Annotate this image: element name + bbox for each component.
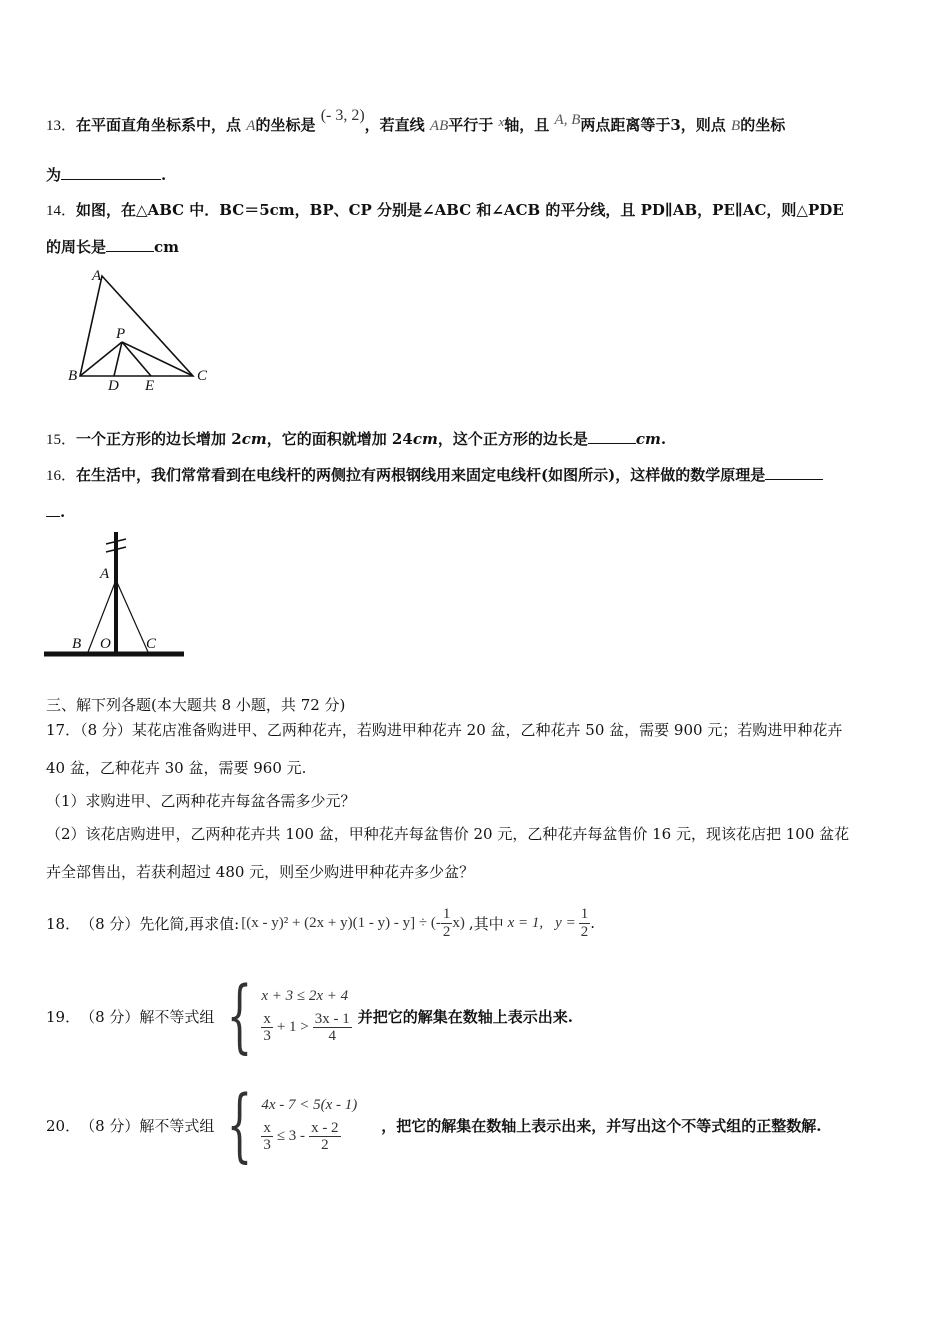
q14-answer-blank[interactable] [106, 237, 154, 252]
q15-answer-blank[interactable] [588, 429, 636, 444]
segment-pe [122, 342, 151, 376]
q16-number: 16． [46, 468, 77, 484]
q19-frac-rhs: $\frac{3x - 1}{4}$ [314, 1010, 350, 1044]
label-a: A [92, 268, 102, 284]
label-b: B [68, 368, 78, 384]
q18-y-frac: $\frac{1}{2}$ [580, 906, 589, 940]
q14-number: 14． [46, 203, 77, 219]
q20-brace: { [227, 1078, 253, 1171]
q13-axis-x: x [498, 114, 505, 129]
q19-ineq1: x + 3 ≤ 2x + 4 [261, 987, 349, 1004]
label-o: O [100, 636, 111, 652]
q19-tail: 并把它的解集在数轴上表示出来. [357, 1007, 573, 1026]
q17-line1: 17．（8 分）某花店准备购进甲、乙两种花卉，若购进甲种花卉 20 盆，乙种花卉 50 盆，需要 900 元；若购进甲种花卉 [46, 721, 843, 739]
label-a: A [100, 566, 110, 582]
triangle-abc [80, 276, 193, 376]
q20-system: 4x - 7 < 5(x - 1) $\frac{x}{3}$ ≤ 3 - $\frac{x - 2}{2}$ [261, 1096, 358, 1153]
q17-sub1: （1）求购进甲、乙两种花卉每盆各需多少元？ [46, 792, 356, 810]
q19-number: 19． [46, 1007, 81, 1026]
q18-y-eq: y = [555, 914, 576, 931]
q13-coord: (- 3, 2) [320, 107, 365, 124]
q18-number: 18． [46, 914, 81, 933]
q14-line2: 的周长是 cm [46, 238, 180, 256]
q16-answer-blank-cont[interactable] [46, 502, 60, 517]
label-e: E [145, 378, 155, 392]
q20-tail: ，把它的解集在数轴上表示出来，并写出这个不等式组的正整数解. [381, 1116, 822, 1135]
q18-expression: [(x - y)² + (2x + y)(1 - y) - y] ÷ (- [241, 914, 441, 931]
q19-system: x + 3 ≤ 2x + 4 $\frac{x}{3}$ + 1 > $\frac{3x - 1}{4}$ [261, 987, 350, 1044]
label-b: B [72, 636, 82, 652]
label-c: C [146, 636, 157, 652]
q18-frac-half: $\frac{1}{2}$ [442, 906, 451, 940]
q20-frac-rhs: $\frac{x - 2}{2}$ [311, 1119, 339, 1153]
q13-line1: 13．在平面直角坐标系中，点 A的坐标是 (- 3, 2)，若直线 AB平行于 x轴，且 A, B两点距离等于3，则点 B的坐标 [46, 107, 786, 134]
q20-line: 20． （8 分） 解不等式组 { 4x - 7 < 5(x - 1) $\frac{x}{3}$ ≤ 3 - $\frac{x - 2}{2}$ ，把它的解集在数轴上表示出来，并写出这个不等式组的正整数解. [46, 1078, 822, 1171]
q15-number: 15． [46, 432, 77, 448]
q20-ineq1: 4x - 7 < 5(x - 1) [261, 1096, 358, 1113]
q14-line1: 14．如图，在△ABC 中．BC＝5cm，BP、CP 分别是∠ABC 和∠ACB 的平分线，且 PD∥AB，PE∥AC，则△PDE [46, 201, 844, 219]
q19-frac-lhs: $\frac{x}{3}$ [263, 1010, 271, 1044]
q18-x-value: x = 1, [507, 914, 544, 931]
q14-triangle-figure [60, 266, 230, 392]
label-c: C [197, 368, 208, 384]
q20-number: 20． [46, 1116, 81, 1135]
q13-number: 13． [46, 118, 77, 134]
q17-number: 17． [46, 721, 81, 739]
q16-answer-blank[interactable] [765, 465, 823, 480]
q19-line: 19． （8 分） 解不等式组 { x + 3 ≤ 2x + 4 $\frac{x}{3}$ + 1 > $\frac{3x - 1}{4}$ 并把它的解集在数轴上表示出来. [46, 969, 573, 1062]
q17-line2: 40 盆，乙种花卉 30 盆，需要 960 元. [46, 759, 307, 777]
q17-sub2-line2: 卉全部售出，若获利超过 480 元，则至少购进甲种花卉多少盆？ [46, 863, 475, 881]
q13-point-b: B [731, 118, 741, 134]
q16-pole-figure [44, 528, 189, 663]
q17-sub2-line1: （2）该花店购进甲，乙两种花卉共 100 盆，甲种花卉每盆售价 20 元，乙种花卉每盆售价 16 元，现该花店把 100 盆花 [46, 825, 850, 843]
q20-frac-lhs: $\frac{x}{3}$ [263, 1119, 271, 1153]
q13-line-ab: AB [429, 118, 449, 134]
section3-title: 三、解下列各题(本大题共 8 小题，共 72 分) [46, 696, 346, 714]
q13-point-a: A [246, 118, 256, 134]
q13-answer-blank[interactable] [61, 165, 161, 180]
q15-line: 15．一个正方形的边长增加 2cm，它的面积就增加 24cm，这个正方形的边长是 cm. [46, 430, 667, 448]
label-p: P [116, 326, 126, 342]
q13-points-ab: A, B [554, 112, 581, 128]
q18-line: 18． （8 分） 先化简,再求值: [(x - y)² + (2x + y)(1 - y) - y] ÷ (- $\frac{1}{2}$ x) , 其中 x = 1, y = $\frac{1}{2}$ . [46, 906, 595, 940]
q19-brace: { [227, 969, 253, 1062]
q13-line2: 为 . [46, 166, 167, 184]
label-d: D [108, 378, 119, 392]
wire-ac [116, 580, 148, 652]
q16-line1: 16．在生活中，我们常常看到在电线杆的两侧拉有两根钢线用来固定电线杆(如图所示)，这样做的数学原理是 [46, 464, 823, 485]
segment-cp [122, 342, 193, 376]
q16-line2: . [46, 502, 65, 521]
